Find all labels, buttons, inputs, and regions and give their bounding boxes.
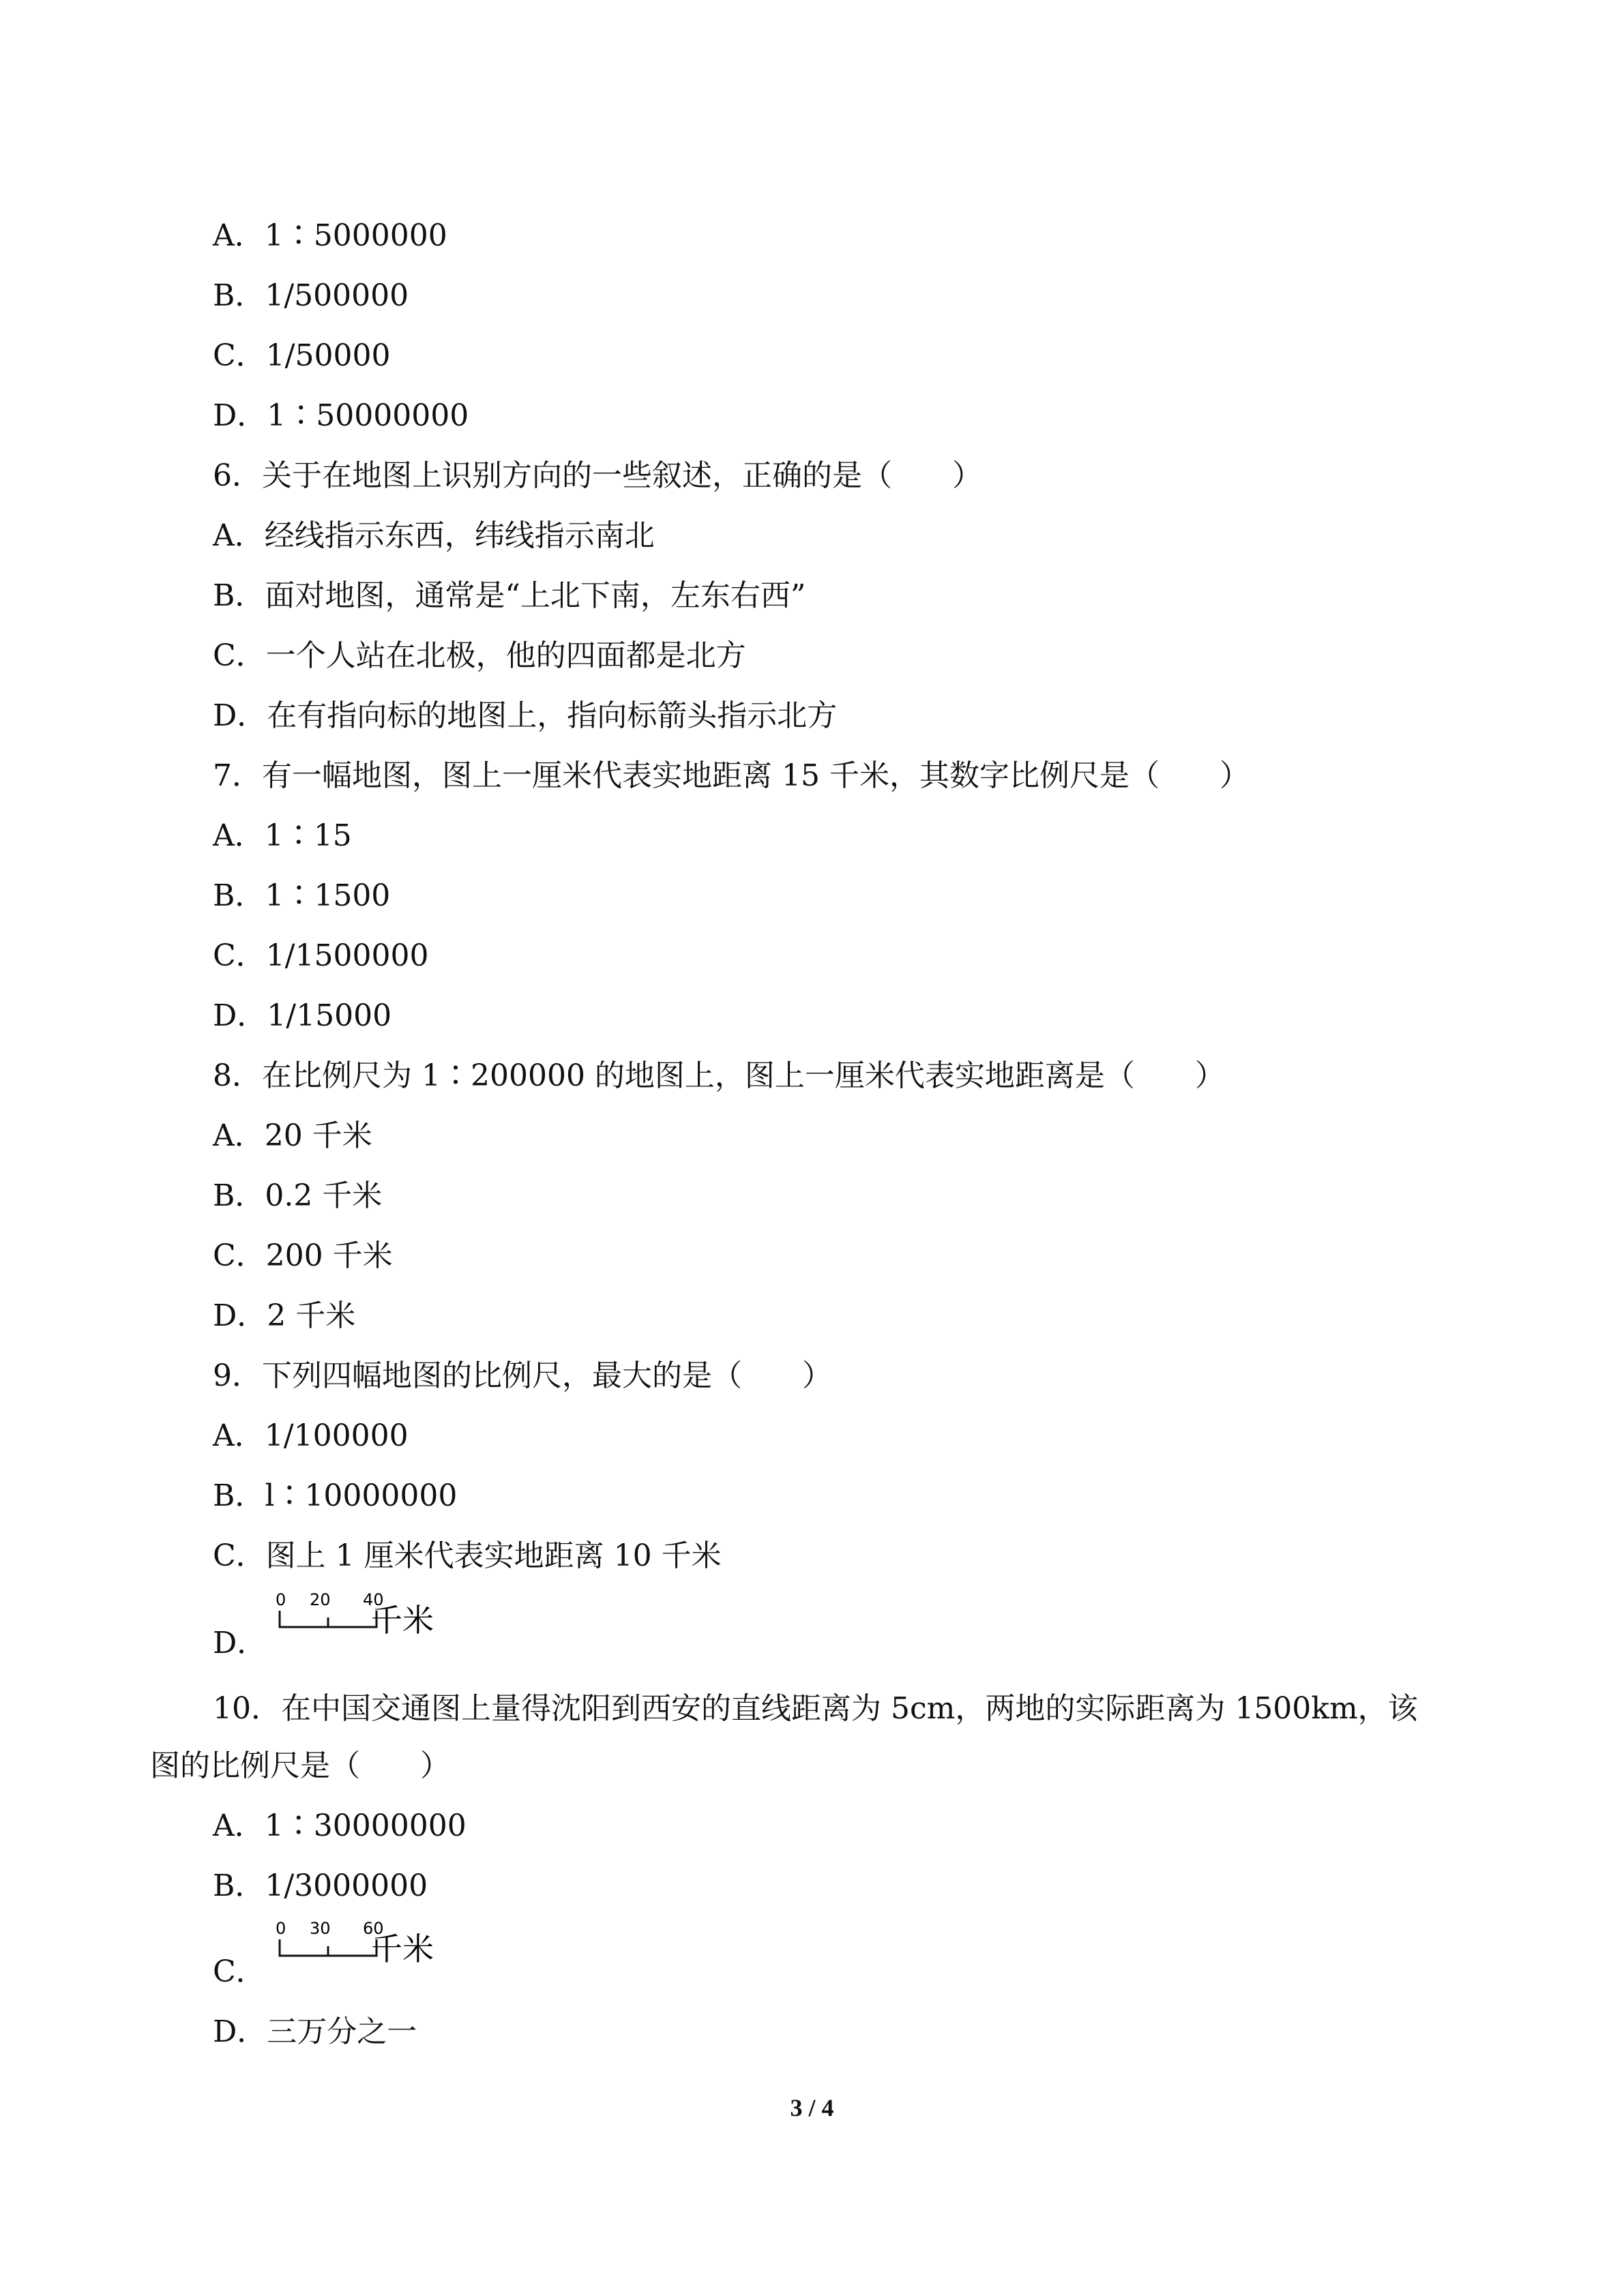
q9-option-a: A．1/100000 (213, 1418, 409, 1453)
q6-option-d: D．在有指向标的地图上，指向标箭头指示北方 (213, 698, 838, 733)
scale-bar-icon (274, 1918, 434, 1967)
q8-option-a: A．20 千米 (213, 1118, 372, 1153)
q6-option-c: C．一个人站在北极，他的四面都是北方 (213, 638, 746, 673)
scale-unit: 千米 (371, 1930, 434, 1967)
q7-option-b: B．1∶1500 (213, 878, 391, 913)
question-10-stem-line2: 图的比例尺是（ ） (150, 1748, 450, 1783)
q10-option-d: D．三万分之一 (213, 2014, 417, 2049)
scale-tick-label: 60 (363, 1919, 384, 1938)
question-8-stem: 8．在比例尺为 1∶200000 的地图上，图上一厘米代表实地距离是（ ） (213, 1058, 1225, 1093)
scale-bar-line (280, 1939, 377, 1956)
q10-option-b: B．1/3000000 (213, 1868, 428, 1903)
question-9-stem: 9．下列四幅地图的比例尺，最大的是（ ） (213, 1358, 832, 1393)
q6-option-b: B．面对地图，通常是“上北下南，左东右西” (213, 578, 806, 613)
question-10-stem-line1: 10．在中国交通图上量得沈阳到西安的直线距离为 5cm，两地的实际距离为 1500km，该 (213, 1691, 1418, 1726)
scale-bar-icon (274, 1589, 434, 1639)
scale-tick-label: 40 (363, 1590, 384, 1609)
q10-option-c-label: C． (213, 1954, 266, 1989)
q9-option-b: B．l∶10000000 (213, 1478, 458, 1513)
scale-unit: 千米 (371, 1602, 434, 1639)
scale-tick-label: 20 (310, 1590, 331, 1609)
q5-option-c: C．1/50000 (213, 338, 391, 373)
q5-option-b: B．1/500000 (213, 278, 409, 313)
q5-option-d: D．1∶50000000 (213, 398, 469, 433)
q9-option-d-label: D． (213, 1626, 267, 1660)
q5-option-a: A．1∶5000000 (213, 218, 447, 253)
scale-bar-line (280, 1611, 377, 1627)
q8-option-c: C．200 千米 (213, 1238, 393, 1273)
question-7-stem: 7．有一幅地图，图上一厘米代表实地距离 15 千米，其数字比例尺是（ ） (213, 758, 1250, 793)
q9-option-c: C．图上 1 厘米代表实地距离 10 千米 (213, 1538, 722, 1573)
scale-tick-label: 30 (310, 1919, 331, 1938)
q8-option-b: B．0.2 千米 (213, 1178, 383, 1213)
q8-option-d: D．2 千米 (213, 1298, 356, 1333)
question-6-stem: 6．关于在地图上识别方向的一些叙述，正确的是（ ） (213, 458, 982, 493)
q7-option-c: C．1/1500000 (213, 938, 429, 973)
page-number: 3 / 4 (790, 2094, 834, 2121)
scale-tick-label: 0 (276, 1919, 286, 1938)
q6-option-a: A．经线指示东西，纬线指示南北 (213, 518, 655, 553)
scale-tick-label: 0 (276, 1590, 286, 1609)
q7-option-a: A．1∶15 (213, 818, 352, 853)
q10-option-a: A．1∶30000000 (213, 1808, 467, 1843)
q7-option-d: D．1/15000 (213, 998, 392, 1033)
